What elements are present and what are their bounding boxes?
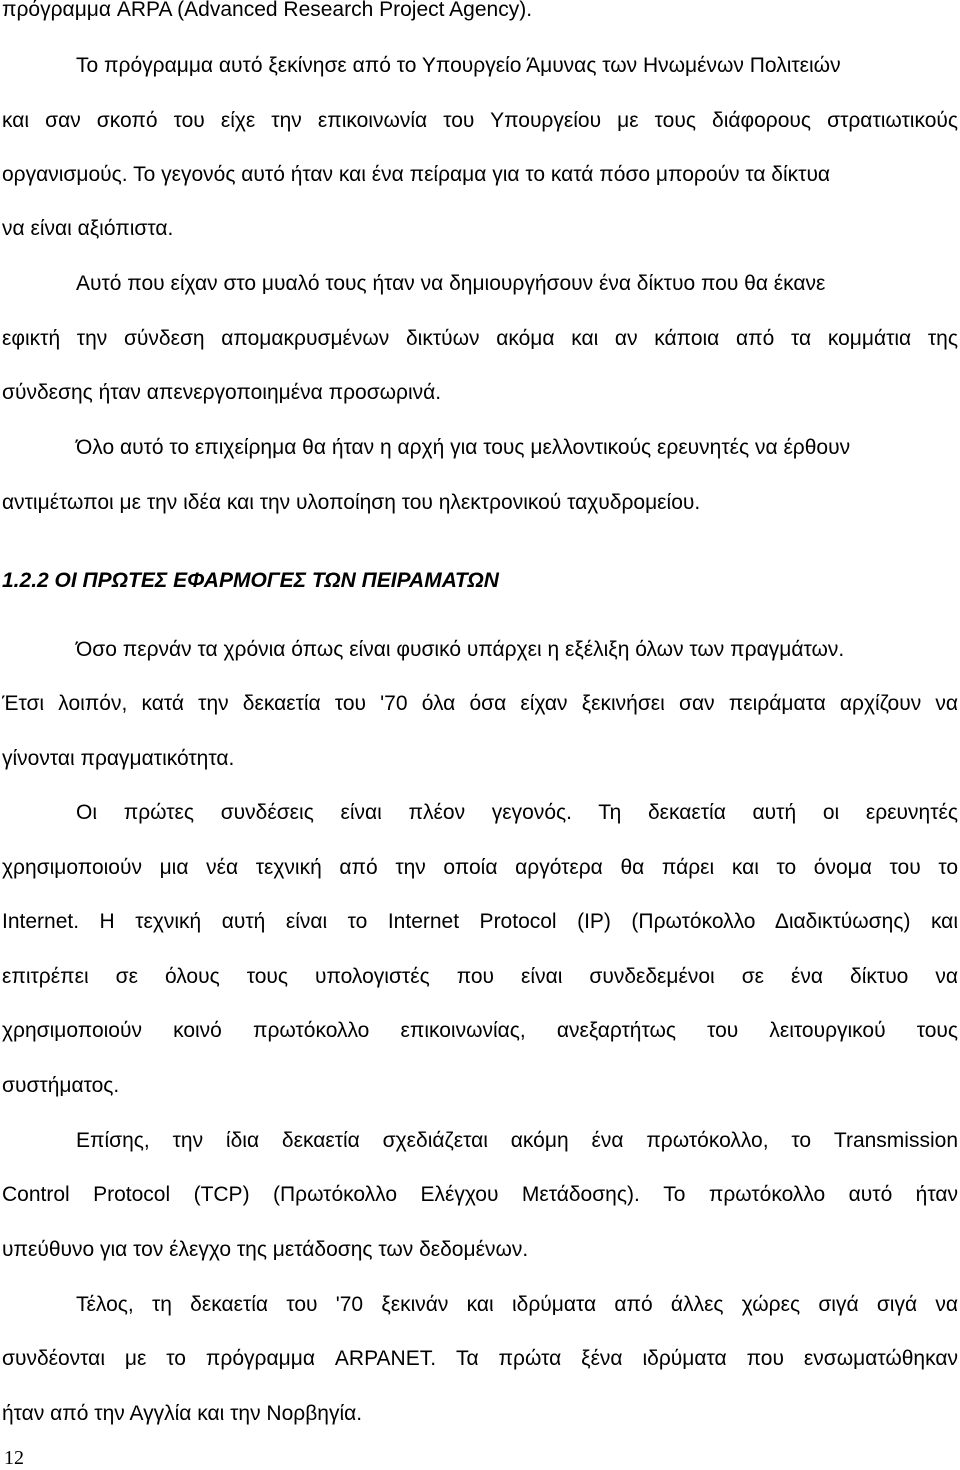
paragraph-line: υπεύθυνο για τον έλεγχο της μετάδοσης των δεδομένων. [2,1238,529,1261]
page-number: 12 [4,1447,24,1469]
paragraph-line: χρησιμοποιούν κοινό πρωτόκολλο επικοινωνίας, ανεξαρτήτως του λειτουργικού τους [2,1019,958,1042]
paragraph-line: ήταν από την Αγγλία και την Νορβηγία. [2,1402,363,1425]
paragraph-line: πρόγραμμα ARPA (Advanced Research Project Agency). [2,0,533,21]
paragraph-line: Οι πρώτες συνδέσεις είναι πλέον γεγονός. Τη δεκαετία αυτή οι ερευνητές [76,801,958,824]
paragraph-line: Όλο αυτό το επιχείρημα θα ήταν η αρχή για τους μελλοντικούς ερευνητές να έρθουν [76,436,851,459]
paragraph-line: εφικτή την σύνδεση απομακρυσμένων δικτύων ακόμα και αν κάποια από τα κομμάτια της [2,327,958,350]
paragraph-line: Όσο περνάν τα χρόνια όπως είναι φυσικό υπάρχει η εξέλιξη όλων των πραγμάτων. [76,638,845,661]
paragraph-line: Control Protocol (TCP) (Πρωτόκολλο Ελέγχου Μετάδοσης). Το πρωτόκολλο αυτό ήταν [2,1183,958,1206]
paragraph-line: γίνονται πραγματικότητα. [2,747,235,770]
section-heading: 1.2.2 ΟΙ ΠΡΩΤΕΣ ΕΦΑΡΜΟΓΕΣ ΤΩΝ ΠΕΙΡΑΜΑΤΩΝ [2,569,499,592]
paragraph-line: Επίσης, την ίδια δεκαετία σχεδιάζεται ακόμη ένα πρωτόκολλο, το Transmission [76,1129,958,1152]
paragraph-line: να είναι αξιόπιστα. [2,217,174,240]
paragraph-line: Αυτό που είχαν στο μυαλό τους ήταν να δημιουργήσουν ένα δίκτυο που θα έκανε [76,272,826,295]
paragraph-line: αντιμέτωποι με την ιδέα και την υλοποίηση του ηλεκτρονικού ταχυδρομείου. [2,491,701,514]
paragraph-line: συστήματος. [2,1074,120,1097]
paragraph-line: σύνδεσης ήταν απενεργοποιημένα προσωρινά. [2,381,442,404]
paragraph-line: Έτσι λοιπόν, κατά την δεκαετία του '70 όλα όσα είχαν ξεκινήσει σαν πειράματα αρχίζουν να [2,692,958,715]
paragraph-line: και σαν σκοπό του είχε την επικοινωνία του Υπουργείου με τους διάφορους στρατιωτικούς [2,109,958,132]
paragraph-line: χρησιμοποιούν μια νέα τεχνική από την οποία αργότερα θα πάρει και το όνομα του το [2,856,958,879]
paragraph-line: επιτρέπει σε όλους τους υπολογιστές που είναι συνδεδεμένοι σε ένα δίκτυο να [2,965,958,988]
paragraph-line: Τέλος, τη δεκαετία του '70 ξεκινάν και ιδρύματα από άλλες χώρες σιγά σιγά να [76,1293,958,1316]
paragraph-line: Το πρόγραμμα αυτό ξεκίνησε από το Υπουργείο Άμυνας των Ηνωμένων Πολιτειών [76,54,841,77]
paragraph-line: οργανισμούς. Το γεγονός αυτό ήταν και ένα πείραμα για το κατά πόσο μπορούν τα δίκτυα [2,163,831,186]
paragraph-line: συνδέονται με το πρόγραμμα ARPANET. Τα πρώτα ξένα ιδρύματα που ενσωματώθηκαν [2,1347,958,1370]
paragraph-line: Internet. Η τεχνική αυτή είναι το Internet Protocol (IP) (Πρωτόκολλο Διαδικτύωσης) και [2,910,958,933]
